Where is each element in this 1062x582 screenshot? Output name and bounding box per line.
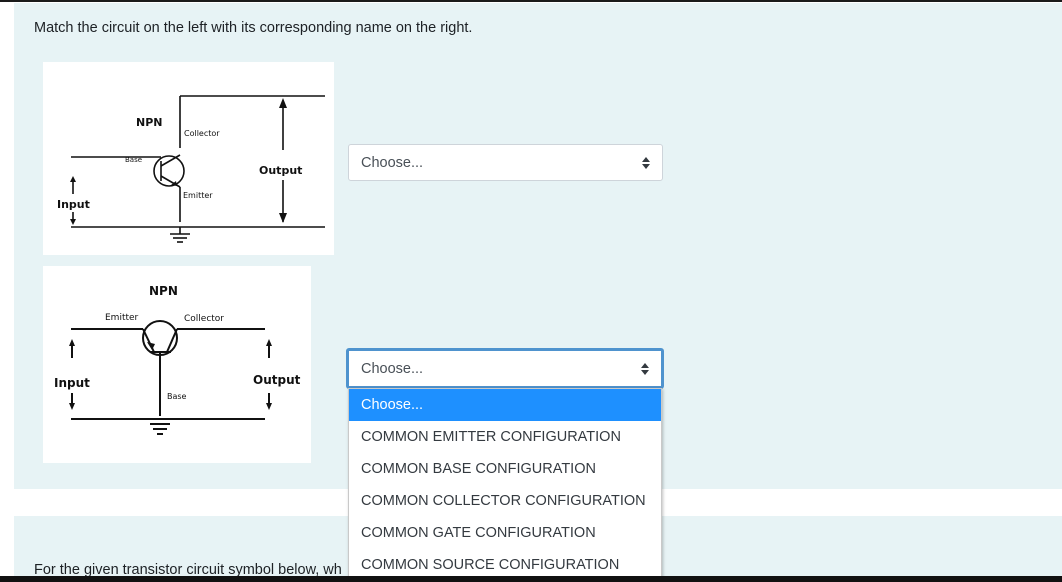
circuit-1-output-label: Output [259,164,303,177]
select-1-arrow-icon [642,157,650,169]
circuit-2-image [43,266,311,463]
dropdown-option-common-base[interactable]: COMMON BASE CONFIGURATION [361,461,596,477]
bottom-border [0,576,1062,582]
circuit-2-input-label: Input [54,376,90,390]
dropdown-option-common-gate[interactable]: COMMON GATE CONFIGURATION [361,525,596,541]
circuit-1-image [43,62,334,255]
circuit-1-collector-label: Collector [184,129,220,138]
circuit-2-answer-select[interactable] [346,348,664,389]
circuit-1-type-label: NPN [136,116,163,129]
circuit-1-input-label: Input [57,198,90,211]
circuit-2-type-label: NPN [149,284,178,298]
select-2-arrow-icon [641,363,649,375]
top-border [0,0,1062,2]
circuit-1-diagram [43,62,334,255]
select-1-value: Choose... [361,154,424,171]
circuit-2-output-label: Output [253,373,301,387]
question-2-prompt: For the given transistor circuit symbol below, wh [34,562,342,576]
circuit-2-emitter-label: Emitter [105,313,139,323]
dropdown-option-common-emitter[interactable]: COMMON EMITTER CONFIGURATION [361,429,621,445]
circuit-2-base-label: Base [167,392,187,401]
circuit-1-base-label: Base [125,156,143,164]
circuit-1-answer-select[interactable] [348,144,663,181]
select-2-value: Choose... [361,360,424,377]
circuit-2-diagram [43,266,311,463]
circuit-2-collector-label: Collector [184,314,225,324]
dropdown-option-common-source[interactable]: COMMON SOURCE CONFIGURATION [361,557,620,573]
dropdown-option-choose[interactable]: Choose... [349,389,661,421]
select-2-dropdown-list [348,388,662,582]
question-1-prompt: Match the circuit on the left with its corresponding name on the right. [34,20,473,36]
dropdown-option-common-collector[interactable]: COMMON COLLECTOR CONFIGURATION [361,493,646,509]
circuit-1-emitter-label: Emitter [183,191,213,200]
